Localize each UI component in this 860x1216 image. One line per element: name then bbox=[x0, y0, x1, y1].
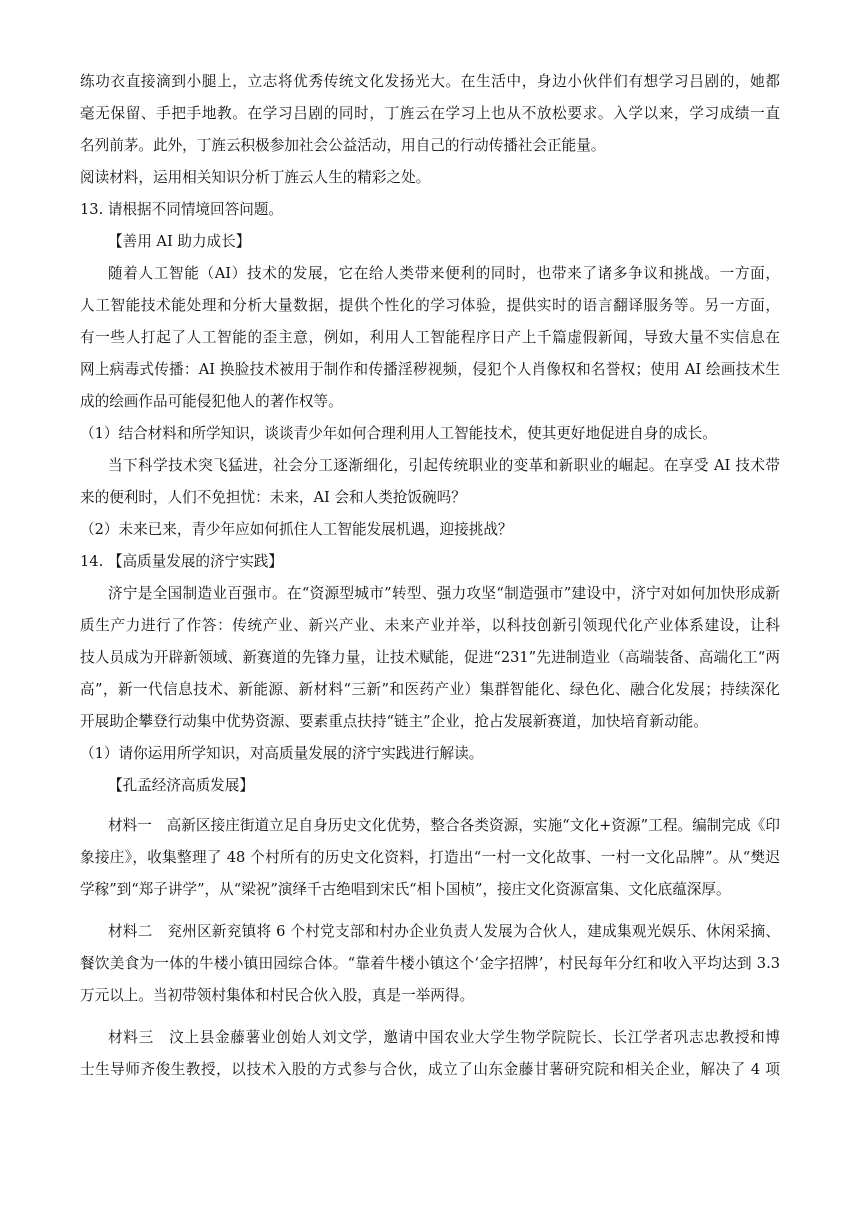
intro-question: 阅读材料，运用相关知识分析丁旌云人生的精彩之处。 bbox=[80, 169, 431, 186]
intro-line-3: 名列前茅。此外，丁旌云积极参加社会公益活动，用自己的行动传播社会正能量。 bbox=[80, 137, 606, 154]
intro-line-2: 毫无保留、手把手地教。在学习吕剧的同时，丁旌云在学习上也从不放松要求。入学以来，学习成绩一直 bbox=[80, 105, 780, 122]
q14-para1-line: 技人员成为开辟新领域、新赛道的先锋力量，让技术赋能，促进“231”先进制造业（高端装备、高端化工“两 bbox=[80, 649, 780, 666]
material-1-line: 材料一 高新区接庄街道立足自身历史文化优势，整合各类资源，实施“文化+资源”工程。编制完成《印 bbox=[108, 817, 780, 834]
q14-sub-question-1: （1）请你运用所学知识，对高质量发展的济宁实践进行解读。 bbox=[80, 745, 484, 762]
question-14-title: 14. 【高质量发展的济宁实践】 bbox=[80, 553, 283, 570]
q14-para1-line: 开展助企攀登行动集中优势资源、要素重点扶持“链主”企业，抢占发展新赛道，加快培育新动能。 bbox=[80, 713, 708, 730]
intro-line-1: 练功衣直接滴到小腿上，立志将优秀传统文化发扬光大。在生活中，身边小伙伴们有想学习吕剧的，她都 bbox=[80, 73, 780, 90]
material-2-line: 材料二 兖州区新兖镇将 6 个村党支部和村办企业负责人发展为合伙人，建成集观光娱乐、休闲采摘、 bbox=[108, 923, 780, 940]
material-2-line: 万元以上。当初带领村集体和村民合伙入股，真是一举两得。 bbox=[80, 987, 475, 1004]
q14-para1-line: 高”，新一代信息技术、新能源、新材料“三新”和医药产业）集群智能化、绿色化、融合化发展；持续深化 bbox=[80, 681, 780, 698]
material-3-line: 材料三 汶上县金藤薯业创始人刘文学，邀请中国农业大学生物学院院长、长江学者巩志忠教授和博 bbox=[108, 1029, 780, 1046]
question-13-title: 13. 请根据不同情境回答问题。 bbox=[80, 201, 283, 218]
q13-para1-line: 成的绘画作品可能侵犯他人的著作权等。 bbox=[80, 393, 343, 410]
q13-para1-line: 网上病毒式传播：AI 换脸技术被用于制作和传播淫秽视频，侵犯个人肖像权和名誉权；使用 AI 绘画技术生 bbox=[80, 361, 780, 378]
q14-section-title: 【孔孟经济高质发展】 bbox=[108, 777, 254, 794]
q14-para1-line: 质生产力进行了作答：传统产业、新兴产业、未来产业并举，以科技创新引领现代化产业体系建设，让科 bbox=[80, 617, 780, 634]
q13-section-title: 【善用 AI 助力成长】 bbox=[108, 233, 251, 250]
q13-para2-line: 来的便利时，人们不免担忧：未来，AI 会和人类抢饭碗吗？ bbox=[80, 489, 466, 506]
material-1-line: 象接庄》，收集整理了 48 个村所有的历史文化资料，打造出“一村一文化故事、一村一文化品牌”。从“樊迟 bbox=[80, 849, 780, 866]
material-3-line: 士生导师齐俊生教授，以技术入股的方式参与合伙，成立了山东金藤甘薯研究院和相关企业，解决了 4 项 bbox=[80, 1061, 780, 1078]
q13-sub-question-2: （2）未来已来，青少年应如何抓住人工智能发展机遇，迎接挑战？ bbox=[80, 521, 513, 538]
q13-para2-line: 当下科学技术突飞猛进，社会分工逐渐细化，引起传统职业的变革和新职业的崛起。在享受 AI 技术带 bbox=[108, 457, 780, 474]
material-1-line: 学稼”到“郑子讲学”，从“梁祝”演绎千古绝唱到宋氏“相卜国桢”，接庄文化资源富集、文化底蕴深厚。 bbox=[80, 881, 731, 898]
q13-para1-line: 随着人工智能（AI）技术的发展，它在给人类带来便利的同时，也带来了诸多争议和挑战。一方面， bbox=[108, 265, 780, 282]
q13-sub-question-1: （1）结合材料和所学知识，谈谈青少年如何合理利用人工智能技术，使其更好地促进自身的成长。 bbox=[80, 425, 717, 442]
q13-para1-line: 人工智能技术能处理和分析大量数据，提供个性化的学习体验，提供实时的语言翻译服务等。另一方面， bbox=[80, 297, 780, 314]
q14-para1-line: 济宁是全国制造业百强市。在“资源型城市”转型、强力攻坚“制造强市”建设中，济宁对如何加快形成新 bbox=[108, 585, 780, 602]
material-2-line: 餐饮美食为一体的牛楼小镇田园综合体。“靠着牛楼小镇这个‘金字招牌’，村民每年分红和收入平均达到 3.3 bbox=[80, 955, 780, 972]
q13-para1-line: 有一些人打起了人工智能的歪主意，例如，利用人工智能程序日产上千篇虚假新闻，导致大量不实信息在 bbox=[80, 329, 780, 346]
